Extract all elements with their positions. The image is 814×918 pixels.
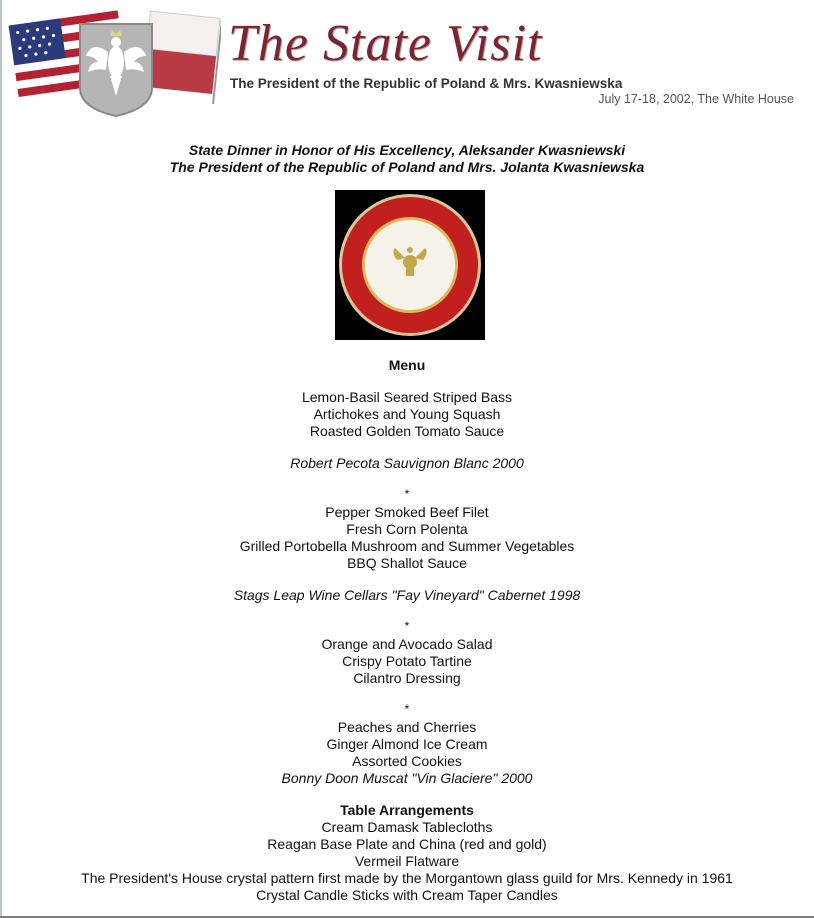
separator: * [404,702,410,716]
banner-title: The State Visit [228,15,543,72]
flags-emblem-image [6,0,221,120]
dinner-heading [0,142,814,176]
arrangement-item: Cream Damask Tablecloths [321,819,493,835]
plate-icon [335,190,485,340]
banner-date: July 17-18, 2002, The White House [598,92,794,106]
course-1 [0,389,814,440]
wine-1: Robert Pecota Sauvignon Blanc 2000 [290,455,524,471]
wine-2: Stags Leap Wine Cellars "Fay Vineyard" Cabernet 1998 [233,587,581,603]
menu-item: Grilled Portobella Mushroom and Summer Vegetables [239,538,575,554]
menu-item: Artichokes and Young Squash [313,406,501,422]
banner [6,0,794,124]
wine-3: Bonny Doon Muscat "Vin Glaciere" 2000 [281,770,533,786]
table-arrangements-title: Table Arrangements [340,802,474,818]
arrangement-item: Crystal Candle Sticks with Cream Taper Candles [256,887,558,903]
heading-line-1: State Dinner in Honor of His Excellency, Aleksander Kwasniewski [188,142,626,158]
banner-subtitle: The President of the Republic of Poland & Mrs. Kwasniewska [230,76,623,91]
separator: * [404,619,410,633]
course-2 [0,504,814,572]
menu-item: Pepper Smoked Beef Filet [325,504,489,520]
course-3 [0,636,814,687]
heading-line-2: The President of the Republic of Poland and Mrs. Jolanta Kwasniewska [169,159,645,175]
menu-item: Fresh Corn Polenta [346,521,468,537]
menu-item: Peaches and Cherries [337,719,477,735]
menu-title: Menu [388,357,426,373]
course-4 [0,719,814,787]
menu-item: Orange and Avocado Salad [321,636,493,652]
china-plate-image [335,190,485,340]
menu-item: Ginger Almond Ice Cream [326,736,488,752]
arrangement-item: Reagan Base Plate and China (red and gold) [267,836,547,852]
menu-item: Roasted Golden Tomato Sauce [309,423,505,439]
table-arrangements [0,802,814,904]
menu-item: Lemon-Basil Seared Striped Bass [301,389,513,405]
arrangement-item: Vermeil Flatware [354,853,460,869]
menu-item: Assorted Cookies [352,753,462,769]
menu-item: BBQ Shallot Sauce [347,555,467,571]
separator: * [404,487,410,501]
arrangement-item: The President's House crystal pattern first made by the Morgantown glass guild for Mrs. Kennedy in 1961 [81,870,733,886]
menu-item: Crispy Potato Tartine [342,653,472,669]
menu-item: Cilantro Dressing [353,670,461,686]
